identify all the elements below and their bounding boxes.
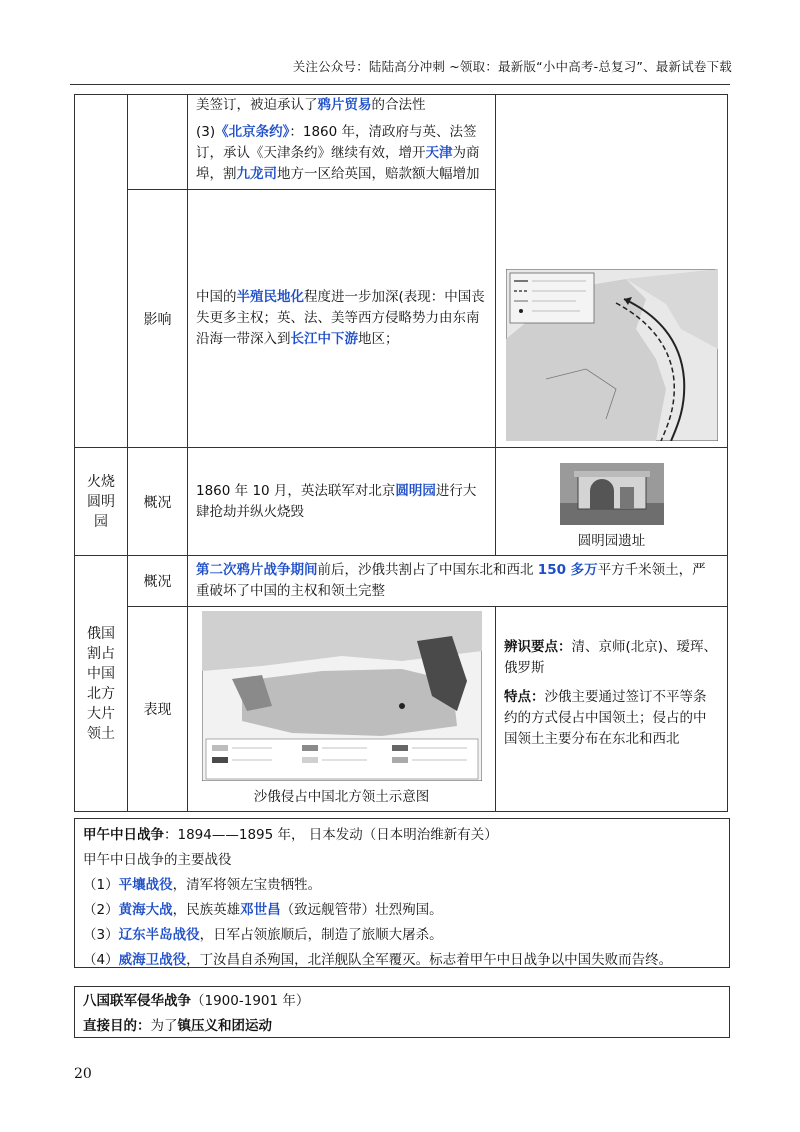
russia-map-cell bbox=[188, 607, 496, 812]
battle-item: （1）平壤战役，清军将领左宝贵牺牲。 bbox=[83, 877, 322, 893]
russia-performance-label: 表现 bbox=[128, 607, 188, 812]
eight-nation-box bbox=[74, 986, 730, 1038]
treaty-line-1: 美签订，被迫承认了鸦片贸易的合法性 bbox=[196, 97, 426, 113]
page-number: 20 bbox=[74, 1066, 92, 1082]
impact-cell bbox=[188, 190, 496, 448]
peking-treaty-text: (3)《北京条约》：1860 年，清政府与英、法签订，承认《天津条约》继续有效，增开天津为商埠，割九龙司地方一区给英国，赔款额大幅增加 bbox=[196, 124, 480, 182]
burn-cell bbox=[188, 448, 496, 556]
russia-label: 俄国割占中国北方大片领土 bbox=[75, 556, 128, 812]
russia-map-image bbox=[202, 611, 482, 781]
burn-label: 火烧圆明园 bbox=[75, 448, 128, 556]
ruins-photo bbox=[560, 463, 664, 525]
impact-text: 中国的半殖民地化程度进一步加深(表现：中国丧失更多主权；英、法、美等西方侵略势力由东南沿海一带深入到长江中下游地区； bbox=[196, 289, 485, 347]
battle-item: （2）黄海大战，民族英雄邓世昌（致远舰管带）壮烈殉国。 bbox=[83, 902, 443, 918]
page-header: 关注公众号：陆陆高分冲刺 ~领取：最新版“小中高考-总复习”、最新试卷下载 bbox=[292, 59, 732, 74]
sino-japanese-subtitle: 甲午中日战争的主要战役 bbox=[83, 852, 232, 868]
russia-overview-text: 第二次鸦片战争期间前后，沙俄共割占了中国东北和西北 150 多万平方千米领土，严重破坏了中国的主权和领土完整 bbox=[196, 562, 706, 599]
battle-item: （3）辽东半岛战役，日军占领旅顺后，制造了旅顺大屠杀。 bbox=[83, 927, 443, 943]
treaty-cell bbox=[188, 95, 496, 190]
ruins-photo-cell bbox=[496, 448, 728, 556]
row-label-empty bbox=[75, 95, 128, 448]
impact-label: 影响 bbox=[128, 190, 188, 448]
russia-notes-cell bbox=[496, 607, 728, 812]
campaign-map-cell bbox=[496, 95, 728, 448]
features: 特点：沙俄主要通过签订不平等条约的方式侵占中国领土；侵占的中国领土主要分布在东北和西北 bbox=[504, 689, 707, 747]
campaign-map-image bbox=[506, 269, 718, 441]
identify-points: 辨识要点：清、京师(北京)、瑷珲、俄罗斯 bbox=[504, 639, 718, 676]
russia-map-caption: 沙俄侵占中国北方领土示意图 bbox=[253, 789, 430, 805]
sino-japanese-war-box bbox=[74, 818, 730, 968]
burn-text: 1860 年 10 月，英法联军对北京圆明园进行大肆抢劫并纵火烧毁 bbox=[196, 482, 477, 520]
history-table bbox=[74, 94, 728, 812]
eight-nation-title: 八国联军侵华战争（1900-1901 年） bbox=[83, 993, 310, 1009]
burn-sub-label: 概况 bbox=[128, 448, 188, 556]
sino-japanese-title: 甲午中日战争：1894——1895 年， 日本发动（日本明治维新有关） bbox=[83, 827, 498, 843]
battle-item: （4）威海卫战役，丁汝昌自杀殉国，北洋舰队全军覆灭。标志着甲午中日战争以中国失败而告终。 bbox=[83, 952, 673, 968]
russia-overview-label: 概况 bbox=[128, 556, 188, 607]
sub-label-empty bbox=[128, 95, 188, 190]
header-rule bbox=[70, 84, 730, 85]
russia-overview-cell bbox=[188, 556, 728, 607]
ruins-caption: 圆明园遗址 bbox=[577, 533, 646, 549]
eight-nation-purpose: 直接目的：为了镇压义和团运动 bbox=[83, 1018, 272, 1034]
